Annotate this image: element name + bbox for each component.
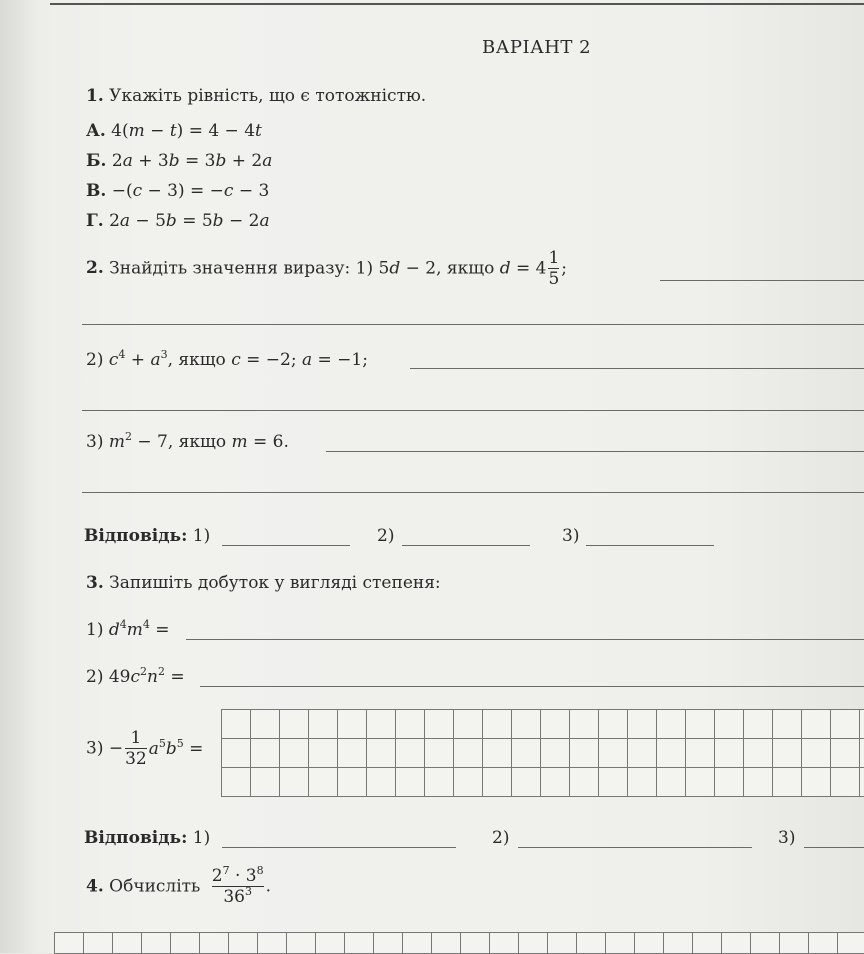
q3-part1: 1) $d^4m^4$ = xyxy=(86,618,170,640)
q1-option-c[interactable]: В. −(c − 3) = −c − 3 xyxy=(86,181,270,201)
q3-answer-2-label: 2) xyxy=(492,828,510,848)
q2-answer-2-label: 2) xyxy=(377,526,395,546)
q2-answer-2-field[interactable] xyxy=(402,545,530,546)
variant-title: ВАРІАНТ 2 xyxy=(482,37,592,58)
q2-answers: Відповідь: 1) xyxy=(84,526,211,546)
q2-heading: 2. Знайдіть значення виразу: 1) 5d − 2, якщо d = 4 $\frac{1}{5}$ ; xyxy=(86,248,568,289)
q2-part3: 3) $m^2 - 7$, якщо m = 6. xyxy=(86,430,289,452)
q4-fraction: $\frac{2^7 \cdot 3^8}{36^3}$ xyxy=(211,864,264,907)
q2-work-line-3[interactable] xyxy=(82,492,864,493)
q2-part2: 2) $c^4 + a^3$, якщо c = −2; a = −1; xyxy=(86,348,368,370)
q3-p2-answer-line[interactable] xyxy=(200,686,864,687)
q2-work-line-2[interactable] xyxy=(82,410,864,411)
q3-part2: 2) $49c^2n^2$ = xyxy=(86,665,185,687)
q1-option-a[interactable]: А. 4(m − t) = 4 − 4t xyxy=(86,121,262,141)
q3-answer-3-label: 3) xyxy=(778,828,796,848)
q3-part3: 3) − $\frac{1}{32}$ $a^5b^5$ = xyxy=(86,728,204,769)
q2-answer-3-label: 3) xyxy=(562,526,580,546)
top-rule xyxy=(50,3,864,5)
q3-grid-workspace[interactable] xyxy=(221,709,864,797)
q2-p1-answer-line[interactable] xyxy=(660,280,864,281)
q2-p2-answer-line[interactable] xyxy=(410,368,864,369)
q2-work-line-1[interactable] xyxy=(82,324,864,325)
q2-p3-answer-line[interactable] xyxy=(326,451,864,452)
q2-fraction: $\frac{1}{5}$ xyxy=(548,248,560,289)
q3-answers: Відповідь: 1) xyxy=(84,828,211,848)
q3-answer-1-field[interactable] xyxy=(222,847,456,848)
q1-heading: 1. Укажіть рівність, що є тотожністю. xyxy=(86,86,427,106)
q3-answer-3-field[interactable] xyxy=(804,847,864,848)
q3-answer-2-field[interactable] xyxy=(518,847,752,848)
q1-option-b[interactable]: Б. 2a + 3b = 3b + 2a xyxy=(86,151,273,171)
q3-fraction: $\frac{1}{32}$ xyxy=(125,728,147,769)
q3-p1-answer-line[interactable] xyxy=(186,639,864,640)
q2-answer-1-field[interactable] xyxy=(222,545,350,546)
q4-heading: 4. Обчисліть $\frac{2^7 \cdot 3^8}{36^3}$ . xyxy=(86,864,272,907)
q3-heading: 3. Запишіть добуток у вигляді степеня: xyxy=(86,573,441,593)
q4-grid-workspace[interactable] xyxy=(54,932,864,954)
q2-answer-3-field[interactable] xyxy=(586,545,714,546)
q1-option-d[interactable]: Г. 2a − 5b = 5b − 2a xyxy=(86,211,270,231)
